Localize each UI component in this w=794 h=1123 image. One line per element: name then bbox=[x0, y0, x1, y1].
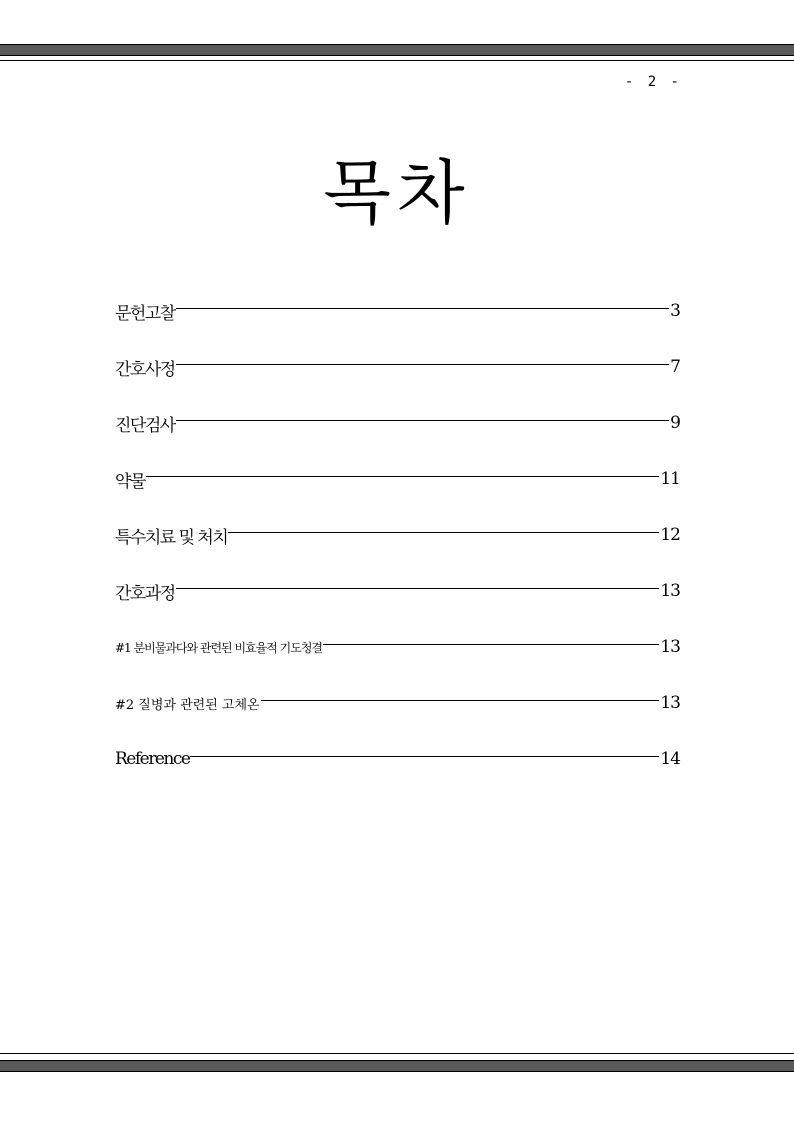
toc-entry-page: 3 bbox=[670, 301, 680, 321]
page-title: 목차 bbox=[323, 152, 471, 234]
toc-entry-diagnosis-1[interactable] bbox=[115, 619, 680, 675]
toc-entry-label: 간호과정 bbox=[115, 583, 175, 604]
toc-entry-special-treatment[interactable] bbox=[115, 507, 680, 563]
toc-entry-reference[interactable] bbox=[115, 731, 680, 787]
toc-entry-label: 약물 bbox=[115, 471, 145, 492]
toc-leader-line bbox=[190, 756, 659, 757]
toc-leader-line bbox=[176, 364, 669, 365]
toc-entry-page: 14 bbox=[660, 749, 680, 769]
header-rule-line bbox=[0, 60, 794, 61]
toc-entry-label: 문헌고찰 bbox=[115, 303, 175, 324]
toc-leader-line bbox=[176, 588, 660, 589]
toc-entry-label: 특수치료 및 처치 bbox=[115, 527, 228, 548]
toc-entry-nursing-process[interactable] bbox=[115, 563, 680, 619]
page-number: - 2 - bbox=[624, 74, 682, 90]
table-of-contents bbox=[115, 283, 680, 787]
toc-entry-literature-review[interactable] bbox=[115, 283, 680, 339]
toc-entry-page: 7 bbox=[670, 357, 680, 377]
toc-leader-line bbox=[176, 420, 669, 421]
toc-leader-line bbox=[261, 700, 660, 701]
toc-entry-page: 11 bbox=[660, 469, 680, 489]
footer-rule-line bbox=[0, 1053, 794, 1054]
toc-entry-page: 13 bbox=[660, 637, 680, 657]
toc-entry-page: 9 bbox=[670, 413, 680, 433]
toc-entry-label: 간호사정 bbox=[115, 359, 175, 380]
toc-entry-medications[interactable] bbox=[115, 451, 680, 507]
toc-entry-label: #2 질병과 관련된 고체온 bbox=[115, 697, 260, 713]
toc-entry-label: Reference bbox=[115, 749, 190, 769]
toc-leader-line bbox=[228, 532, 659, 533]
toc-entry-nursing-assessment[interactable] bbox=[115, 339, 680, 395]
toc-leader-line bbox=[176, 308, 669, 309]
toc-entry-label: 진단검사 bbox=[115, 415, 175, 436]
header-rule-band bbox=[0, 44, 794, 56]
toc-leader-line bbox=[323, 644, 659, 645]
toc-entry-page: 12 bbox=[660, 525, 680, 545]
toc-leader-line bbox=[146, 476, 660, 477]
toc-entry-diagnostic-tests[interactable] bbox=[115, 395, 680, 451]
toc-entry-page: 13 bbox=[660, 693, 680, 713]
toc-entry-diagnosis-2[interactable] bbox=[115, 675, 680, 731]
footer-rule-band bbox=[0, 1060, 794, 1072]
toc-entry-label: #1 분비물과다와 관련된 비효율적 기도청결 bbox=[115, 640, 323, 655]
toc-entry-page: 13 bbox=[660, 581, 680, 601]
